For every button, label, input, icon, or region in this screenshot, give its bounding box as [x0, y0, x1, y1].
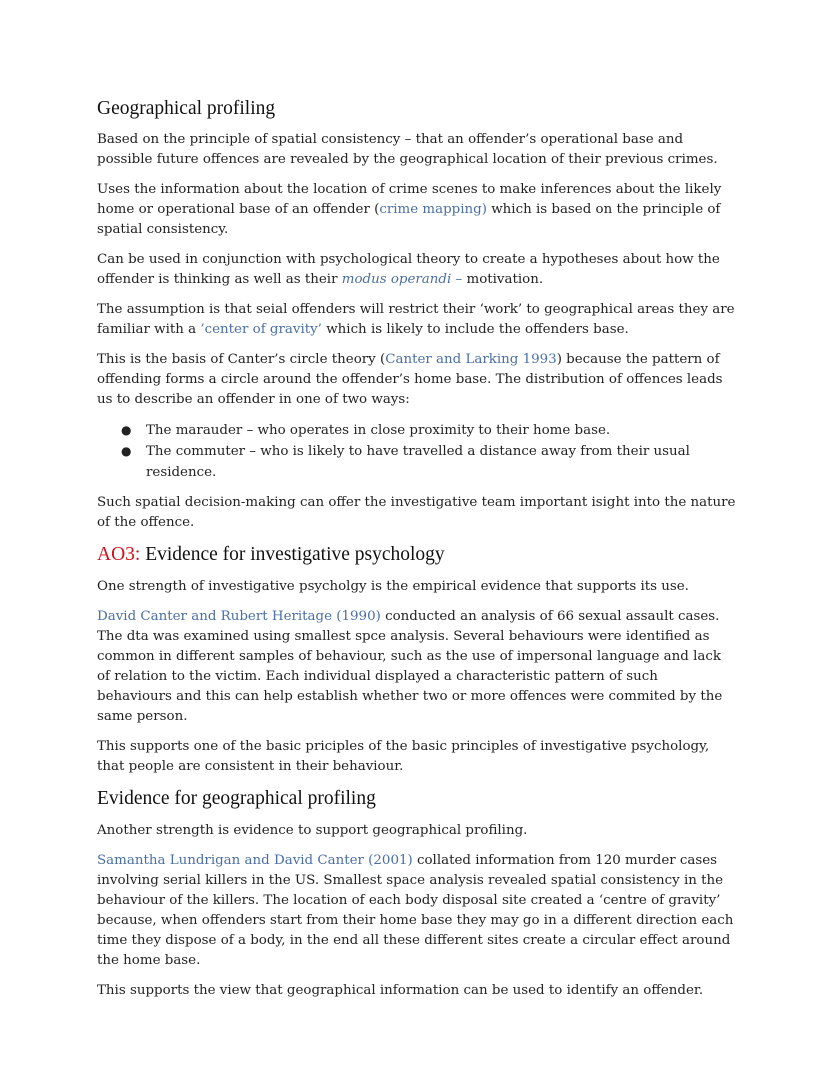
- offender-types-list: [97, 420, 737, 483]
- paragraph-spatial-decision: Such spatial decision-making can offer the investigative team important isight into the nature of the offence.: [97, 495, 736, 530]
- paragraph-geo-strength: Another strength is evidence to support geographical profiling.: [97, 823, 528, 838]
- paragraph-consistency-support: This supports one of the basic priciples of the basic principles of investigative psychology, that people are consistent in their behaviour.: [97, 739, 710, 774]
- dash-separator: –: [451, 272, 467, 287]
- bullet-icon: ●: [121, 444, 132, 458]
- heading-text: Evidence for investigative psychology: [140, 544, 445, 565]
- lundrigan-canter-link[interactable]: Samantha Lundrigan and David Canter (2001): [97, 853, 413, 868]
- list-item-text: The commuter – who is likely to have travelled a distance away from their usual residence.: [146, 444, 690, 480]
- text-segment: ) because the pattern of offending forms a circle around the offender’s home base. The distribution of offences leads us to describe an offender in one of two ways:: [97, 352, 723, 407]
- paragraph-psychological-theory: [97, 250, 737, 290]
- text-segment: collated information from 120 murder cases involving serial killers in the US. Smallest space analysis revealed spatial consistency in the behaviour of the killers. The location of each body disposal site created a ‘centre of gravity’ because, when offenders start from their home base they may go in a different direction each time they dispose of a body, in the end all these different sites create a circular effect around the home base.: [97, 853, 734, 968]
- center-of-gravity-link[interactable]: ’center of gravity’: [200, 322, 322, 337]
- bullet-icon: ●: [121, 423, 132, 437]
- text-segment: motivation.: [466, 272, 544, 287]
- list-item: [121, 420, 737, 441]
- paragraph-circle-theory: [97, 350, 737, 410]
- heading-geographical-profiling: Geographical profiling: [97, 98, 276, 119]
- ao3-tag: AO3:: [97, 544, 141, 565]
- text-segment: Uses the information about the location of crime scenes to make inferences about the likely home or operational base of an offender (: [97, 182, 722, 217]
- paragraph-canter-heritage: [97, 607, 737, 727]
- paragraph-center-of-gravity: [97, 300, 737, 340]
- heading-evidence-investigative-psychology: [97, 543, 737, 567]
- text-segment: This is the basis of Canter’s circle theory (: [97, 352, 386, 367]
- list-item: [121, 441, 737, 483]
- text-segment: conducted an analysis of 66 sexual assault cases. The dta was examined using smallest spce analysis. Several behaviours were identified as common in different samples of behaviour, such as the use of impersonal language and lack of relation to the victim. Each individual displayed a characteristic pattern of such behaviours and this can help establish whether two or more offences were commited by the same person.: [97, 609, 723, 724]
- text-segment: The assumption is that seial offenders will restrict their ‘work’ to geographical areas they are familiar with a: [97, 302, 735, 337]
- document-page: [97, 97, 737, 1011]
- modus-operandi-term: modus operandi: [341, 272, 452, 287]
- paragraph-spatial-consistency: Based on the principle of spatial consistency – that an offender’s operational base and possible future offences are revealed by the geographical location of their previous crimes.: [97, 132, 718, 167]
- paragraph-crime-mapping: [97, 180, 737, 240]
- paragraph-lundrigan-canter: [97, 851, 737, 971]
- canter-larking-link[interactable]: Canter and Larking 1993: [385, 352, 557, 367]
- list-item-text: The marauder – who operates in close proximity to their home base.: [146, 423, 611, 438]
- text-segment: which is likely to include the offenders base.: [321, 322, 629, 337]
- crime-mapping-link[interactable]: crime mapping): [379, 202, 487, 217]
- canter-heritage-link[interactable]: David Canter and Rubert Heritage (1990): [97, 609, 381, 624]
- text-segment: which is based on the principle of spatial consistency.: [97, 202, 721, 237]
- paragraph-geo-conclusion: This supports the view that geographical information can be used to identify an offender.: [97, 983, 704, 998]
- heading-evidence-geographical-profiling: Evidence for geographical profiling: [97, 788, 376, 809]
- paragraph-empirical-evidence: One strength of investigative psycholgy is the empirical evidence that supports its use.: [97, 579, 689, 594]
- text-segment: Can be used in conjunction with psychological theory to create a hypotheses about how the offender is thinking as well as their: [97, 252, 720, 287]
